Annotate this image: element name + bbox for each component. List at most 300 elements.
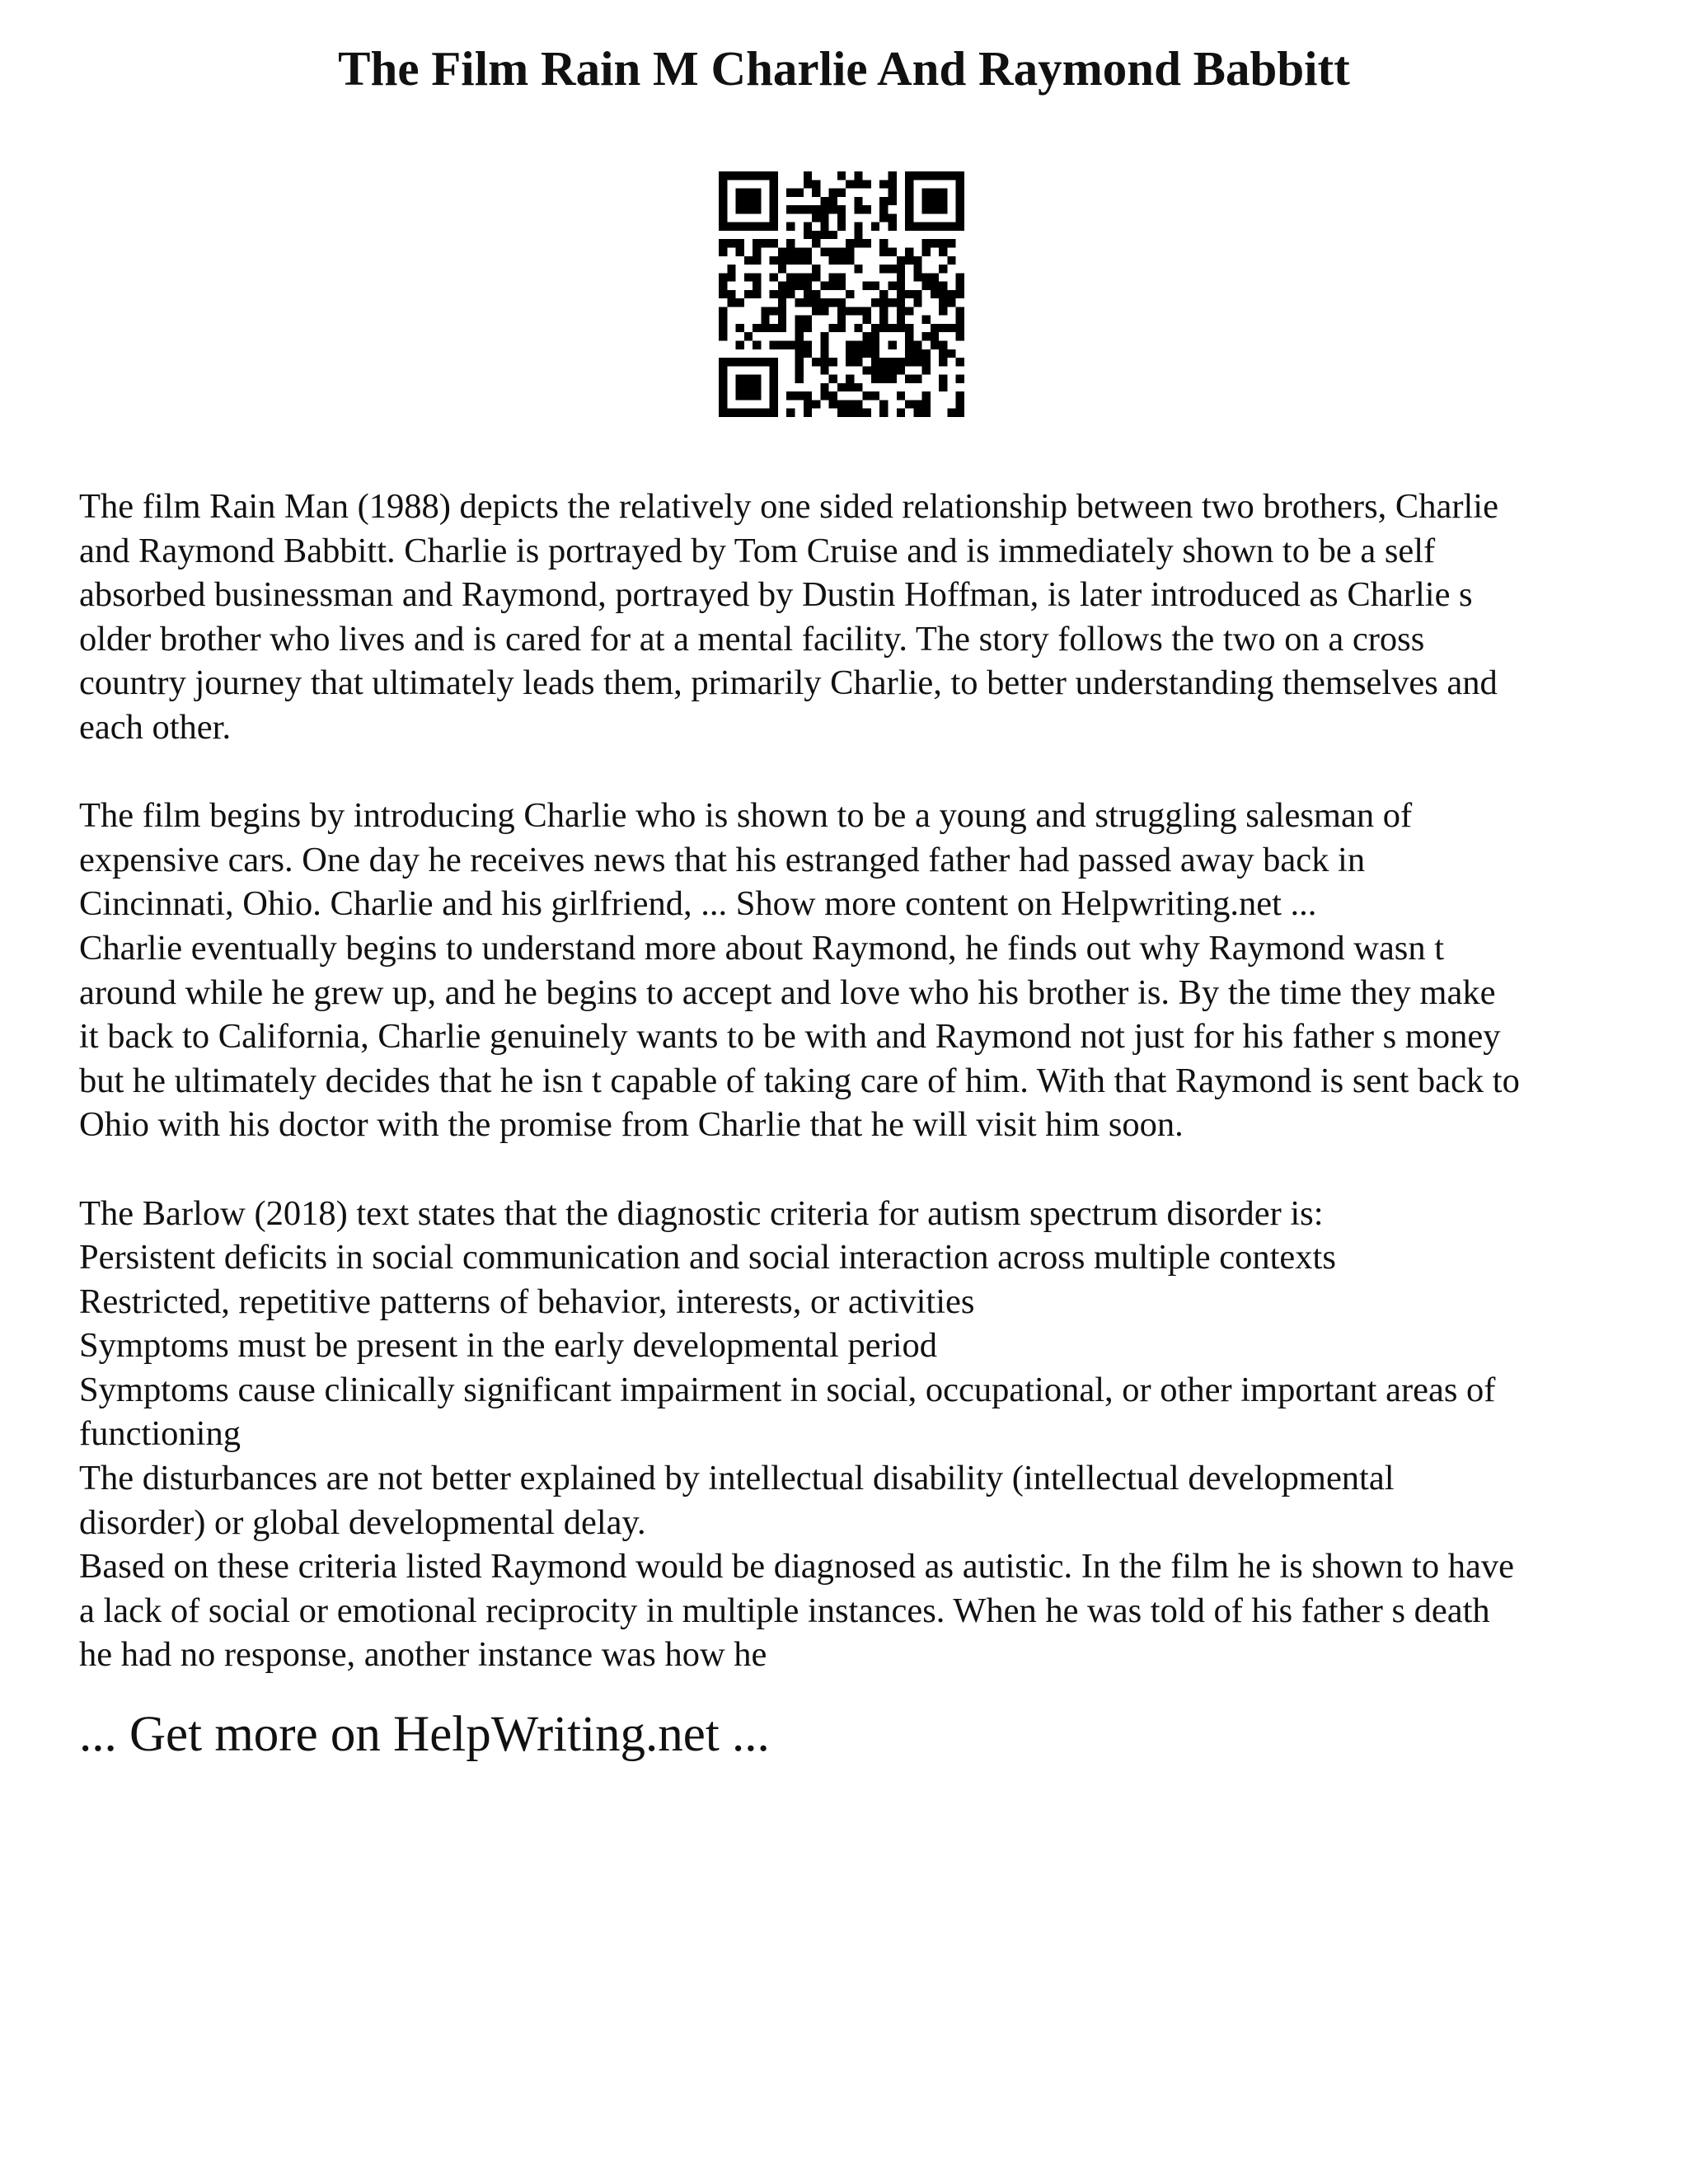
qr-module — [804, 171, 812, 180]
qr-module — [770, 400, 778, 408]
qr-module — [719, 239, 727, 247]
qr-module — [812, 239, 820, 247]
qr-module — [736, 324, 744, 332]
qr-module — [744, 332, 753, 340]
qr-module — [879, 205, 888, 213]
qr-module — [846, 239, 854, 247]
qr-module — [913, 273, 921, 281]
qr-module — [939, 290, 947, 298]
qr-module — [854, 171, 862, 180]
qr-module — [761, 409, 769, 417]
qr-code-icon — [719, 171, 964, 417]
qr-module — [812, 189, 820, 197]
qr-module — [795, 189, 803, 197]
qr-module — [846, 256, 854, 265]
qr-module — [829, 247, 837, 255]
qr-module — [786, 239, 795, 247]
qr-module — [854, 223, 862, 231]
qr-module — [820, 247, 828, 255]
qr-module — [820, 341, 828, 349]
qr-module — [812, 307, 820, 315]
qr-module — [812, 400, 820, 408]
qr-module — [854, 197, 862, 205]
qr-module — [804, 316, 812, 324]
qr-module — [727, 298, 735, 307]
qr-module — [922, 400, 931, 408]
qr-module — [947, 256, 955, 265]
qr-module — [778, 341, 786, 349]
qr-module — [939, 223, 947, 231]
qr-module — [939, 247, 947, 255]
qr-module — [939, 265, 947, 273]
qr-module — [871, 341, 879, 349]
qr-module — [956, 332, 964, 340]
qr-module — [829, 282, 837, 290]
qr-module — [922, 358, 931, 366]
qr-module — [947, 223, 955, 231]
qr-module — [770, 171, 778, 180]
body-line: Cincinnati, Ohio. Charlie and his girlfriend, ... Show more content on Helpwriting.net ... — [79, 884, 1317, 924]
qr-module — [837, 324, 846, 332]
qr-module — [863, 409, 871, 417]
qr-module — [795, 341, 803, 349]
qr-module — [879, 213, 888, 222]
qr-module — [854, 231, 862, 239]
qr-module — [939, 349, 947, 358]
qr-module — [736, 197, 744, 205]
qr-module — [778, 265, 786, 273]
qr-module — [744, 223, 753, 231]
qr-module — [897, 391, 905, 400]
qr-module — [837, 213, 846, 222]
qr-module — [956, 324, 964, 332]
qr-module — [956, 409, 964, 417]
qr-module — [871, 375, 879, 383]
qr-module — [778, 307, 786, 315]
qr-module — [804, 180, 812, 188]
qr-module — [778, 298, 786, 307]
qr-module — [727, 409, 735, 417]
qr-module — [922, 171, 931, 180]
body-line: Ohio with his doctor with the promise from Charlie that he will visit him soon. — [79, 1105, 1184, 1145]
qr-module — [871, 366, 879, 374]
qr-module — [905, 189, 913, 197]
qr-module — [829, 358, 837, 366]
qr-module — [922, 282, 931, 290]
qr-module — [812, 180, 820, 188]
qr-module — [922, 366, 931, 374]
qr-module — [947, 298, 955, 307]
qr-module — [719, 205, 727, 213]
qr-module — [939, 358, 947, 366]
qr-module — [863, 205, 871, 213]
qr-module — [889, 213, 897, 222]
qr-module — [744, 256, 753, 265]
qr-module — [753, 171, 761, 180]
qr-module — [913, 290, 921, 298]
qr-module — [770, 273, 778, 281]
qr-module — [820, 383, 828, 391]
qr-module — [736, 358, 744, 366]
qr-module — [753, 256, 761, 265]
paragraph-gap — [79, 1147, 1629, 1192]
qr-module — [863, 307, 871, 315]
qr-module — [770, 307, 778, 315]
qr-module — [897, 366, 905, 374]
qr-module — [837, 282, 846, 290]
qr-module — [889, 341, 897, 349]
qr-module — [837, 247, 846, 255]
qr-module — [956, 189, 964, 197]
qr-module — [753, 282, 761, 290]
body-line: around while he grew up, and he begins to accept and love who his brother is. By the time they make — [79, 972, 1496, 1012]
qr-module — [947, 409, 955, 417]
body-line: The film Rain Man (1988) depicts the relatively one sided relationship between two brothers, Charlie — [79, 487, 1498, 526]
qr-module — [922, 349, 931, 358]
qr-module — [913, 349, 921, 358]
qr-module — [820, 282, 828, 290]
document-body — [79, 485, 1629, 1677]
qr-module — [922, 239, 931, 247]
qr-module — [736, 189, 744, 197]
qr-module — [931, 341, 939, 349]
qr-module — [922, 205, 931, 213]
qr-module — [889, 197, 897, 205]
qr-module — [820, 332, 828, 340]
qr-module — [913, 400, 921, 408]
qr-module — [786, 391, 795, 400]
qr-module — [829, 375, 837, 383]
qr-module — [871, 298, 879, 307]
qr-module — [753, 239, 761, 247]
qr-module — [854, 239, 862, 247]
qr-module — [736, 223, 744, 231]
qr-module — [795, 375, 803, 383]
qr-module — [719, 307, 727, 315]
qr-module — [778, 324, 786, 332]
qr-module — [889, 358, 897, 366]
qr-module — [753, 205, 761, 213]
qr-module — [947, 171, 955, 180]
qr-module — [871, 391, 879, 400]
qr-module — [863, 341, 871, 349]
qr-module — [770, 290, 778, 298]
qr-module — [889, 282, 897, 290]
qr-module — [753, 189, 761, 197]
qr-module — [897, 273, 905, 281]
qr-module — [761, 171, 769, 180]
qr-module — [837, 273, 846, 281]
qr-module — [939, 324, 947, 332]
qr-module — [761, 223, 769, 231]
qr-module — [719, 223, 727, 231]
qr-module — [922, 223, 931, 231]
qr-module — [922, 189, 931, 197]
qr-module — [804, 290, 812, 298]
qr-module — [804, 391, 812, 400]
qr-module — [719, 189, 727, 197]
qr-module — [837, 223, 846, 231]
qr-module — [837, 205, 846, 213]
qr-module — [931, 290, 939, 298]
qr-module — [846, 358, 854, 366]
qr-module — [879, 298, 888, 307]
qr-module — [939, 375, 947, 383]
qr-module — [795, 332, 803, 340]
qr-module — [786, 256, 795, 265]
qr-module — [956, 400, 964, 408]
qr-module — [719, 391, 727, 400]
qr-module — [913, 358, 921, 366]
qr-module — [846, 307, 854, 315]
qr-module — [829, 400, 837, 408]
qr-module — [871, 324, 879, 332]
qr-module — [854, 358, 862, 366]
body-line: it back to California, Charlie genuinely wants to be with and Raymond not just for his father s money — [79, 1017, 1501, 1057]
qr-module — [812, 358, 820, 366]
qr-module — [947, 349, 955, 358]
qr-module — [753, 223, 761, 231]
qr-module — [786, 273, 795, 281]
qr-module — [719, 316, 727, 324]
qr-module — [913, 409, 921, 417]
qr-module — [820, 366, 828, 374]
qr-module — [719, 171, 727, 180]
qr-module — [905, 171, 913, 180]
qr-module — [786, 189, 795, 197]
qr-module — [897, 265, 905, 273]
qr-module — [846, 247, 854, 255]
qr-module — [736, 239, 744, 247]
qr-module — [786, 223, 795, 231]
qr-module — [719, 366, 727, 374]
qr-module — [854, 400, 862, 408]
qr-module — [863, 332, 871, 340]
qr-module — [905, 197, 913, 205]
qr-module — [795, 273, 803, 281]
qr-module — [939, 307, 947, 315]
qr-module — [837, 256, 846, 265]
qr-module — [879, 180, 888, 188]
qr-module — [854, 307, 862, 315]
qr-module — [863, 391, 871, 400]
qr-module — [770, 358, 778, 366]
qr-module — [931, 171, 939, 180]
qr-module — [863, 239, 871, 247]
body-line: The film begins by introducing Charlie who is shown to be a young and struggling salesman of — [79, 796, 1413, 836]
qr-module — [889, 298, 897, 307]
body-line: and Raymond Babbitt. Charlie is portrayed by Tom Cruise and is immediately shown to be a self — [79, 531, 1436, 570]
qr-module — [820, 197, 828, 205]
qr-module — [778, 247, 786, 255]
qr-module — [897, 316, 905, 324]
body-line: he had no response, another instance was how he — [79, 1635, 767, 1675]
qr-module — [846, 290, 854, 298]
qr-module — [736, 391, 744, 400]
body-line: each other. — [79, 707, 232, 747]
qr-module — [736, 341, 744, 349]
qr-module — [939, 171, 947, 180]
qr-module — [804, 324, 812, 332]
body-line: disorder) or global developmental delay. — [79, 1502, 646, 1542]
qr-module — [770, 189, 778, 197]
qr-module — [804, 256, 812, 265]
qr-module — [778, 290, 786, 298]
qr-module — [913, 341, 921, 349]
qr-module — [736, 205, 744, 213]
qr-module — [922, 247, 931, 255]
qr-module — [778, 316, 786, 324]
qr-module — [812, 298, 820, 307]
qr-module — [913, 298, 921, 307]
qr-module — [854, 324, 862, 332]
qr-module — [753, 341, 761, 349]
qr-module — [846, 400, 854, 408]
qr-module — [846, 341, 854, 349]
qr-module — [879, 247, 888, 255]
qr-module — [786, 290, 795, 298]
get-more-link[interactable]: ... Get more on HelpWriting.net ... — [79, 1707, 770, 1762]
qr-module — [719, 400, 727, 408]
document-title: The Film Rain M Charlie And Raymond Babbitt — [338, 41, 1350, 96]
qr-module — [956, 375, 964, 383]
qr-module — [879, 366, 888, 374]
body-line: but he ultimately decides that he isn t capable of taking care of him. With that Raymond is sent back to — [79, 1061, 1520, 1100]
qr-module — [820, 358, 828, 366]
qr-module — [829, 324, 837, 332]
qr-module — [804, 341, 812, 349]
qr-module — [922, 316, 931, 324]
qr-module — [922, 197, 931, 205]
qr-module — [804, 409, 812, 417]
qr-module — [753, 273, 761, 281]
qr-module — [795, 358, 803, 366]
qr-module — [719, 375, 727, 383]
qr-module — [871, 282, 879, 290]
qr-module — [736, 247, 744, 255]
qr-module — [719, 409, 727, 417]
qr-module — [820, 231, 828, 239]
qr-module — [795, 349, 803, 358]
qr-module — [727, 273, 735, 281]
qr-module — [871, 349, 879, 358]
qr-module — [753, 324, 761, 332]
qr-module — [956, 223, 964, 231]
qr-module — [879, 197, 888, 205]
qr-module — [897, 290, 905, 298]
qr-module — [736, 409, 744, 417]
body-line: The disturbances are not better explained by intellectual disability (intellectual developmental — [79, 1459, 1395, 1498]
qr-module — [879, 324, 888, 332]
qr-module — [905, 349, 913, 358]
qr-module — [744, 205, 753, 213]
qr-module — [939, 282, 947, 290]
qr-module — [744, 273, 753, 281]
qr-module — [889, 223, 897, 231]
qr-module — [770, 239, 778, 247]
qr-module — [820, 307, 828, 315]
qr-module — [812, 273, 820, 281]
qr-module — [854, 265, 862, 273]
qr-module — [939, 341, 947, 349]
qr-module — [820, 213, 828, 222]
qr-module — [795, 391, 803, 400]
qr-module — [956, 205, 964, 213]
qr-module — [889, 247, 897, 255]
qr-module — [913, 171, 921, 180]
qr-module — [744, 197, 753, 205]
body-line: Persistent deficits in social communication and social interaction across multiple contexts — [79, 1238, 1336, 1277]
qr-module — [897, 324, 905, 332]
qr-module — [829, 231, 837, 239]
qr-module — [770, 197, 778, 205]
qr-module — [804, 223, 812, 231]
qr-module — [719, 282, 727, 290]
qr-module — [761, 324, 769, 332]
qr-module — [744, 290, 753, 298]
body-line: Symptoms must be present in the early developmental period — [79, 1326, 938, 1366]
qr-module — [770, 375, 778, 383]
qr-module — [939, 189, 947, 197]
qr-module — [770, 324, 778, 332]
qr-module — [905, 205, 913, 213]
qr-module — [889, 265, 897, 273]
qr-module — [922, 332, 931, 340]
body-line: Based on these criteria listed Raymond would be diagnosed as autistic. In the film he is shown to have — [79, 1547, 1514, 1586]
qr-module — [889, 189, 897, 197]
qr-module — [939, 205, 947, 213]
qr-module — [761, 316, 769, 324]
qr-module — [931, 223, 939, 231]
body-line: a lack of social or emotional reciprocity in multiple instances. When he was told of his father s death — [79, 1591, 1490, 1630]
qr-module — [736, 375, 744, 383]
qr-module — [812, 205, 820, 213]
qr-module — [770, 223, 778, 231]
qr-module — [770, 213, 778, 222]
qr-module — [837, 409, 846, 417]
qr-module — [770, 180, 778, 188]
qr-module — [956, 213, 964, 222]
qr-module — [863, 366, 871, 374]
qr-module — [897, 409, 905, 417]
body-line: Restricted, repetitive patterns of behavior, interests, or activities — [79, 1282, 975, 1321]
qr-module — [854, 341, 862, 349]
qr-module — [804, 282, 812, 290]
qr-module — [829, 189, 837, 197]
qr-module — [871, 223, 879, 231]
qr-module — [913, 265, 921, 273]
qr-module — [846, 383, 854, 391]
qr-module — [770, 341, 778, 349]
qr-module — [879, 316, 888, 324]
qr-module — [931, 324, 939, 332]
qr-module — [879, 265, 888, 273]
qr-module — [871, 358, 879, 366]
qr-module — [837, 400, 846, 408]
qr-module — [879, 375, 888, 383]
qr-module — [753, 247, 761, 255]
qr-module — [820, 205, 828, 213]
qr-module — [727, 171, 735, 180]
qr-module — [879, 358, 888, 366]
qr-module — [727, 223, 735, 231]
qr-module — [837, 298, 846, 307]
qr-module — [770, 205, 778, 213]
qr-module — [889, 171, 897, 180]
qr-module — [846, 180, 854, 188]
qr-module — [913, 223, 921, 231]
qr-module — [897, 307, 905, 315]
